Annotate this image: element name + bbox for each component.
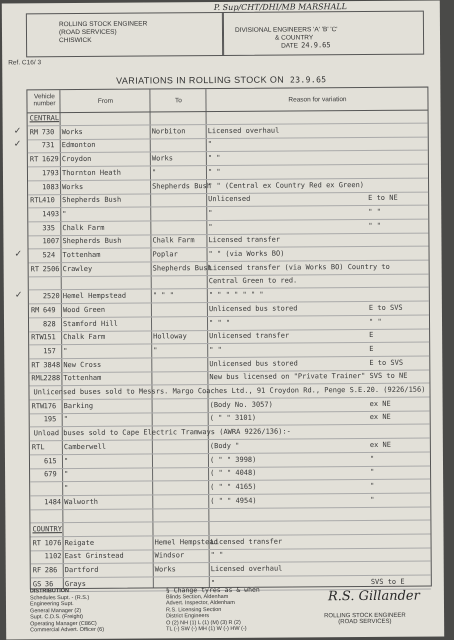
fleet-number: 679 bbox=[44, 470, 57, 479]
sender-line-1: ROLLING STOCK ENGINEER bbox=[58, 20, 148, 29]
fleet-prefix: RTW bbox=[31, 401, 45, 411]
from-garage: Shepherds Bush bbox=[62, 195, 122, 205]
distribution-item: General Manager (2) bbox=[30, 607, 82, 614]
tick-mark-icon: ✓ bbox=[13, 139, 22, 150]
fleet-number: 151 bbox=[43, 333, 56, 342]
fleet-number: 615 bbox=[43, 456, 57, 465]
mid-item: Blinds Section, Aldenham bbox=[165, 593, 229, 600]
class-change: " bbox=[369, 454, 375, 463]
distribution-block bbox=[30, 588, 104, 634]
fleet-prefix: GS bbox=[32, 580, 42, 589]
signoff-line-2: (ROAD SERVICES) bbox=[338, 618, 392, 626]
from-garage: Crawley bbox=[62, 264, 93, 273]
from-garage: Works bbox=[62, 182, 84, 191]
class-change: " bbox=[370, 468, 375, 477]
fleet-number: 2288 bbox=[43, 374, 61, 383]
mid-item: Advert. Inspector, Aldenham bbox=[165, 599, 235, 607]
fleet-prefix: RT bbox=[29, 155, 39, 164]
from-garage: Reigate bbox=[64, 538, 95, 547]
reason-text: " " " " " " " bbox=[208, 290, 264, 300]
reason-text: (Body " bbox=[209, 441, 240, 450]
mid-item: District Engineers bbox=[166, 613, 210, 620]
to-garage: Norbiton bbox=[151, 126, 186, 136]
to-garage: Chalk Farm bbox=[152, 236, 195, 245]
fleet-prefix: RTL bbox=[31, 443, 45, 452]
title-text: VARIATIONS IN ROLLING STOCK ON bbox=[116, 74, 285, 86]
fleet-number: 731 bbox=[41, 141, 55, 150]
section-label: CENTRAL bbox=[29, 114, 60, 123]
reason-text: Unlicensed bus stored bbox=[209, 359, 298, 368]
from-garage: Wood Green bbox=[62, 305, 106, 314]
sender-line-2: (ROAD SERVICES) bbox=[58, 28, 117, 37]
to-garage: " bbox=[153, 346, 158, 355]
from-garage: Works bbox=[61, 127, 83, 136]
reason-text: Licensed transfer bbox=[210, 537, 283, 546]
reason-text: " bbox=[208, 208, 213, 217]
from-garage: " bbox=[63, 346, 68, 356]
from-garage: " bbox=[63, 415, 68, 424]
document-sheet bbox=[2, 0, 444, 639]
signoff-line-1: ROLLING STOCK ENGINEER bbox=[324, 612, 406, 620]
to-garage: Shepherds Bush bbox=[152, 263, 212, 273]
sender-line-3: CHISWICK bbox=[59, 36, 92, 45]
class-change: " " bbox=[368, 317, 382, 326]
reason-text: Licensed overhaul bbox=[210, 564, 283, 574]
fleet-prefix: RM bbox=[29, 127, 39, 137]
distribution-item: Supt. C.D.S. (Freight) bbox=[30, 613, 83, 621]
fleet-number: 410 bbox=[42, 196, 55, 205]
from-garage: Shepherds Bush bbox=[62, 237, 122, 246]
col-from: From bbox=[97, 97, 114, 105]
to-garage: Shepherds Bush bbox=[152, 181, 212, 190]
class-change: E to SVS bbox=[368, 303, 403, 312]
fleet-prefix: RTW bbox=[31, 333, 44, 342]
from-garage: Tottenham bbox=[63, 374, 102, 383]
from-garage: East Grinstead bbox=[64, 552, 124, 561]
reason-text: ( " " 4165) bbox=[210, 482, 257, 491]
signature: R.S. Gillander bbox=[327, 588, 420, 605]
reason-text: " " (Central ex Country Red ex Green) bbox=[208, 180, 365, 190]
recipient-line-2: & COUNTRY bbox=[275, 34, 314, 42]
header-sender-box bbox=[26, 12, 224, 57]
note-line: Unlicensed buses sold to Messrs. Margo Coaches Ltd., 91 Croydon Rd., Penge S.E.20. (9226/156) bbox=[33, 385, 426, 397]
distribution-item: Commercial Advert. Officer (6) bbox=[30, 626, 105, 634]
fleet-number: 335 bbox=[42, 223, 56, 232]
reason-text: Licensed transfer bbox=[208, 235, 281, 245]
title-date: 23.9.65 bbox=[289, 75, 327, 85]
from-garage: " bbox=[62, 209, 67, 219]
to-garage: " bbox=[151, 168, 157, 177]
fleet-prefix: RTL bbox=[30, 196, 43, 205]
fleet-number: 1493 bbox=[42, 210, 60, 219]
document-title bbox=[2, 73, 440, 86]
reason-text: " " bbox=[207, 154, 221, 163]
class-change: " bbox=[370, 495, 375, 504]
from-garage: New Cross bbox=[63, 360, 102, 369]
fleet-number: 1083 bbox=[42, 182, 59, 191]
class-change: E to NE bbox=[368, 193, 398, 203]
from-garage: Edmonton bbox=[61, 141, 96, 150]
from-garage: Chalk Farm bbox=[62, 223, 105, 232]
fleet-number: 524 bbox=[42, 251, 56, 260]
signoff bbox=[324, 613, 406, 626]
distribution-title: DISTRIBUTION bbox=[29, 588, 70, 595]
mid-list bbox=[166, 593, 260, 620]
class-change: " " bbox=[368, 221, 382, 230]
distribution-item: Schedules Supt. - (R.S.) bbox=[29, 594, 90, 601]
to-garage: Works bbox=[151, 154, 173, 163]
handwritten-annotation: P. Sup/CHT/DHI/MB MARSHALL bbox=[213, 2, 347, 13]
col-vehicle: Vehicle number bbox=[33, 93, 56, 108]
from-garage: Chalk Farm bbox=[63, 333, 106, 342]
depot-codes bbox=[166, 619, 260, 633]
class-change: E to SVS bbox=[369, 358, 404, 367]
class-change: ex NE bbox=[369, 413, 391, 422]
fleet-number: 1484 bbox=[44, 497, 62, 506]
fleet-number: 286 bbox=[44, 566, 58, 575]
fleet-number: 157 bbox=[43, 347, 56, 356]
from-garage: " bbox=[64, 470, 69, 479]
section-label: COUNTRY bbox=[32, 525, 62, 534]
reason-text: ( " " 3101) bbox=[209, 414, 257, 423]
from-garage: Croydon bbox=[61, 155, 92, 164]
fleet-prefix: RT bbox=[32, 538, 42, 548]
class-change: ex NE bbox=[369, 399, 391, 408]
from-garage: Dartford bbox=[64, 565, 99, 575]
reason-text: Licensed overhaul bbox=[207, 126, 280, 135]
reason-text: ( " " 3998) bbox=[209, 455, 257, 464]
fleet-number: 1629 bbox=[41, 155, 59, 164]
class-change: " bbox=[370, 481, 375, 490]
reason-text: (Body No. 3057) bbox=[209, 400, 273, 409]
fleet-prefix: RT bbox=[31, 360, 40, 369]
depot-code-line: TL (-) SW (-) MH (1) W (-) HW (-) bbox=[166, 625, 247, 633]
from-garage: Barking bbox=[63, 401, 94, 410]
reason-text: " " " bbox=[208, 318, 231, 327]
class-change: ex NE bbox=[369, 440, 391, 449]
fleet-number: 1076 bbox=[44, 538, 62, 547]
distribution-list bbox=[30, 594, 104, 634]
reason-text: Unlicensed transfer bbox=[209, 331, 290, 341]
reason-text: Unlicensed bus stored bbox=[208, 304, 298, 313]
footnote: § Change tyres as & when bbox=[165, 585, 260, 595]
reason-text: ( " " 4954) bbox=[210, 496, 257, 505]
reason-text: " " bbox=[207, 167, 221, 176]
fleet-prefix: RML bbox=[31, 374, 45, 383]
reason-text: Licensed transfer (via Works BO) Country to bbox=[208, 262, 390, 272]
fleet-prefix: RT bbox=[30, 264, 40, 274]
to-garage: Hemel Hempstead bbox=[154, 537, 218, 547]
to-garage: Holloway bbox=[153, 332, 187, 341]
fleet-number: 649 bbox=[42, 305, 56, 315]
fleet-number: 195 bbox=[43, 415, 57, 424]
to-garage: " " " bbox=[152, 291, 174, 300]
to-garage: Works bbox=[154, 565, 176, 574]
date-label: DATE bbox=[281, 42, 298, 50]
reason-text: " " (via Works BO) bbox=[208, 249, 285, 259]
reason-text: " bbox=[207, 140, 213, 149]
from-garage: Tottenham bbox=[62, 250, 101, 260]
reason-text: " " bbox=[210, 551, 224, 560]
distribution-item: Operating Manager (C86C) bbox=[30, 620, 97, 627]
fleet-number: 1793 bbox=[41, 168, 59, 178]
from-garage: " bbox=[64, 483, 69, 493]
reference: Ref. C16/ 3 bbox=[8, 59, 42, 67]
reason-text: ( " " 4048) bbox=[210, 468, 257, 478]
class-change: " " bbox=[368, 207, 381, 216]
reason-text: " bbox=[208, 222, 213, 231]
col-reason: Reason for variation bbox=[288, 96, 347, 104]
fleet-number: 2506 bbox=[42, 264, 60, 273]
from-garage: Walworth bbox=[64, 497, 99, 506]
from-garage: Thornton Heath bbox=[61, 168, 122, 177]
fleet-number: 828 bbox=[42, 319, 56, 328]
header-recipient-box bbox=[222, 11, 424, 56]
variations-table bbox=[13, 87, 431, 590]
distribution-item: Engineering Supt. bbox=[29, 601, 74, 608]
from-garage: Stamford Hill bbox=[62, 319, 118, 328]
fleet-prefix: RM bbox=[30, 306, 40, 315]
fleet-number: 3848 bbox=[43, 360, 61, 369]
fleet-number: 176 bbox=[43, 401, 57, 410]
class-change: E bbox=[369, 331, 374, 340]
fleet-number: 36 bbox=[44, 579, 54, 589]
from-garage: Hemel Hempstead bbox=[62, 291, 127, 301]
class-change: SVS to E bbox=[370, 577, 405, 586]
from-garage: Grays bbox=[64, 579, 86, 588]
reason-text: " bbox=[210, 578, 216, 587]
mid-distribution-block bbox=[166, 587, 260, 633]
tick-mark-icon: ✓ bbox=[14, 290, 23, 301]
tick-mark-icon: ✓ bbox=[13, 126, 22, 137]
date-value: 24.9.65 bbox=[301, 41, 331, 50]
class-change: E bbox=[369, 344, 374, 353]
fleet-prefix: RF bbox=[32, 566, 42, 575]
from-garage: Camberwell bbox=[63, 442, 107, 451]
from-garage: " bbox=[63, 456, 69, 465]
fleet-number: 1007 bbox=[42, 237, 60, 246]
note-line: Unload buses sold to Cape Electric Tramways (AWRA 9226/136):- bbox=[33, 427, 291, 438]
reason-text: Central Green to red. bbox=[208, 276, 298, 286]
fleet-number: 2520 bbox=[42, 292, 60, 301]
depot-code-line: O (2) NH (1) L (1) (M) (3) R (2) bbox=[166, 619, 241, 626]
reason-text: Unlicensed bbox=[208, 194, 251, 204]
to-garage: Windsor bbox=[154, 551, 185, 560]
fleet-number: 1102 bbox=[44, 552, 62, 561]
fleet-number: 730 bbox=[41, 127, 55, 136]
recipient-line-1: DIVISIONAL ENGINEERS 'A' 'B' 'C' bbox=[234, 26, 338, 34]
reason-text: " " bbox=[209, 345, 222, 354]
mid-item: R.S. Licensing Section bbox=[166, 606, 222, 613]
to-garage: Poplar bbox=[152, 250, 178, 259]
reason-text: New bus licensed on "Private Trainer" SVS to NE bbox=[209, 372, 408, 382]
col-to: To bbox=[175, 97, 182, 105]
tick-mark-icon: ✓ bbox=[14, 249, 23, 260]
